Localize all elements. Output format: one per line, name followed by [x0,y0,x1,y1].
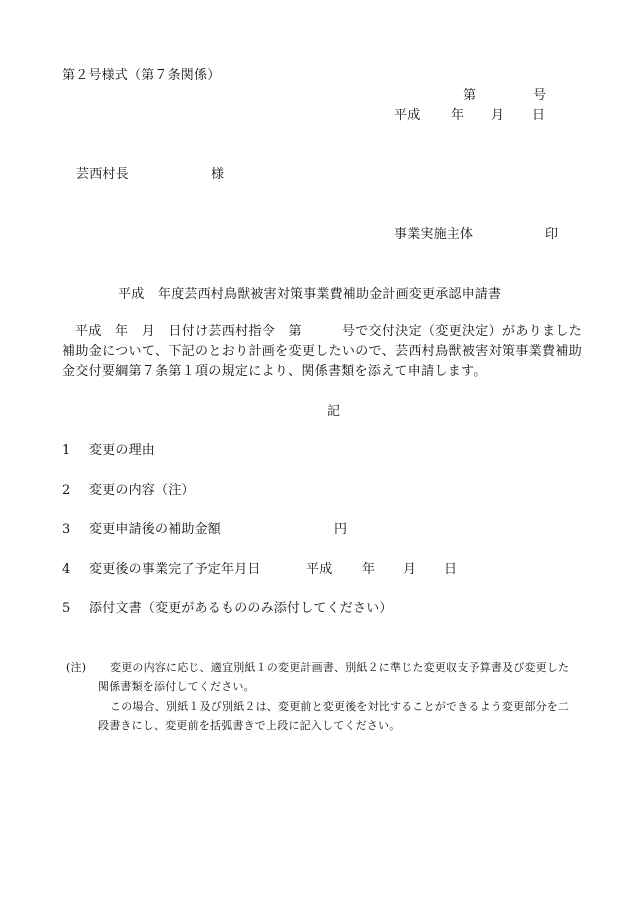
amount-unit: 円 [334,522,348,537]
doc-number-dai: 第 [463,88,477,103]
addressee-honorific: 様 [211,167,225,182]
item-number: 1 [62,443,71,458]
item-label: 変更の理由 [89,443,156,458]
form-label: 第２号様式（第７条関係） [62,68,221,83]
item-label: 変更申請後の補助金額 [89,522,222,537]
note-paragraph-2: この場合、別紙１及び別紙２は、変更前と変更後を対比することができるよう変更部分を二段書きにし、変更前を括弧書きで上段に記入してください。 [98,700,570,732]
applicant-label: 事業実施主体 [394,227,474,242]
completion-month: 月 [403,562,417,577]
item-label: 変更の内容（注） [89,483,195,498]
seal-mark: 印 [545,227,559,242]
item-number: 5 [62,601,71,616]
date-era: 平成 [394,108,421,123]
item-number: 3 [62,522,71,537]
document-title-era: 平成 [118,287,145,302]
addressee-name: 芸西村長 [76,167,129,182]
note-mark: (注) [66,661,87,674]
date-year: 年 [451,108,465,123]
item-number: 4 [62,562,71,577]
item-label: 変更後の事業完了予定年月日 [89,562,261,577]
item-label: 添付文書（変更があるもののみ添付してください） [89,601,393,616]
ki-heading: 記 [327,404,341,419]
note-paragraph-1: 変更の内容に応じ、適宜別紙１の変更計画書、別紙２に準じた変更収支予算書及び変更した関係書類を添付してください。 [98,661,570,693]
date-month: 月 [491,108,505,123]
completion-day: 日 [444,562,458,577]
completion-era: 平成 [306,562,333,577]
completion-year: 年 [362,562,376,577]
doc-number-go: 号 [533,88,547,103]
item-number: 2 [62,483,71,498]
document-title: 年度芸西村鳥獣被害対策事業費補助金計画変更承認申請書 [158,287,502,302]
body-paragraph: 平成 年 月 日付け芸西村指令 第 号で交付決定（変更決定）がありました補助金について、下記のとおり計画を変更したいので、芸西村鳥獣被害対策事業費補助金交付要綱第７条第１項の規定により、関係書類を添えて申請します。 [62,324,582,379]
date-day: 日 [532,108,546,123]
